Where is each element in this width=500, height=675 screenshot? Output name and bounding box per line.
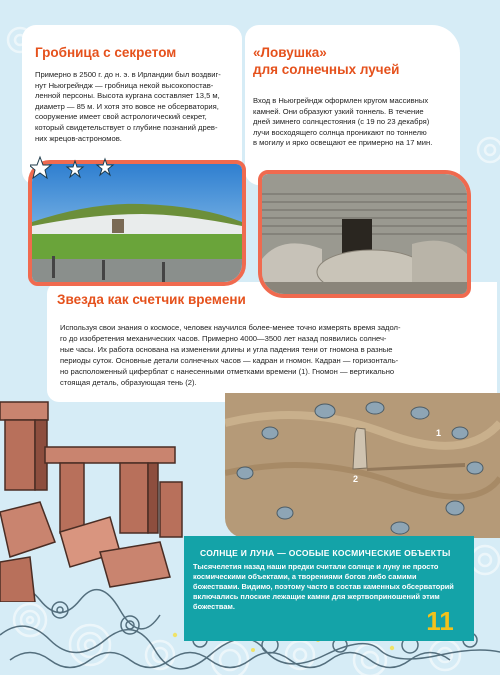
section-title-light-trap: «Ловушка» для солнечных лучей — [253, 45, 400, 77]
photo-sundial — [225, 393, 500, 538]
sundial-label-1: 1 — [436, 428, 442, 438]
section-text-light-trap: Вход в Ньюгрейндж оформлен кругом массивных камней. Они образуют узкий тоннель. В течение дней зимнего солнцестояния (с 19 по 23 декабря) лучи восходящего солнца проникают по тоннелю в могилу и ярко освещают ее примерно на 17 мин. — [253, 96, 433, 148]
section-text-sundial: Используя свои знания о космосе, человек научился более-менее точно измерять время задол- го до изобретения механических часов. Примерно 4000—3500 лет назад появились солнеч- ные часы. Их работа основана на изменении длины и угла падения тени от гномона в разные периоды суток. Основные детали солнечных часов — кадран и гномон. Кадран — горизонталь- но расположенный циферблат с нанесенными отметками времени (1). Гномон — вертикально стоящая деталь, образующая тень (2). — [60, 323, 401, 387]
page-number: 11 — [426, 606, 454, 636]
photo-tunnel-entrance — [258, 170, 471, 298]
stonehenge-illustration — [0, 392, 200, 602]
sundial-label-2: 2 — [353, 474, 359, 484]
sidebar-title: СОЛНЦЕ И ЛУНА — ОСОБЫЕ КОСМИЧЕСКИЕ ОБЪЕКТЫ — [200, 548, 451, 558]
section-title-tomb: Гробница с секретом — [35, 45, 177, 60]
section-title-sundial: Звезда как счетчик времени — [57, 292, 246, 307]
decorative-stars — [30, 155, 120, 195]
sidebar-text: Тысячелетия назад наши предки считали солнце и луну не просто космическими объектами, а творениями богов либо самими божествами. Видимо, поэтому часто в состав каменных обсерваторий включались плоские лежащие камни для жертвоприношений этим божествам. — [193, 562, 454, 611]
section-text-tomb: Примерно в 2500 г. до н. э. в Ирландии был воздвиг- нут Ньюгрейндж — гробница некой высокопостав- ленной персоны. Высота кургана составляет 13,5 м, диаметр — 85 м. И хотя это вовсе не обсерватория, сооружение имеет свой астрологический секрет, который свидетельствует о глубине познаний древ- них жрецов-астрономов. — [35, 70, 221, 143]
